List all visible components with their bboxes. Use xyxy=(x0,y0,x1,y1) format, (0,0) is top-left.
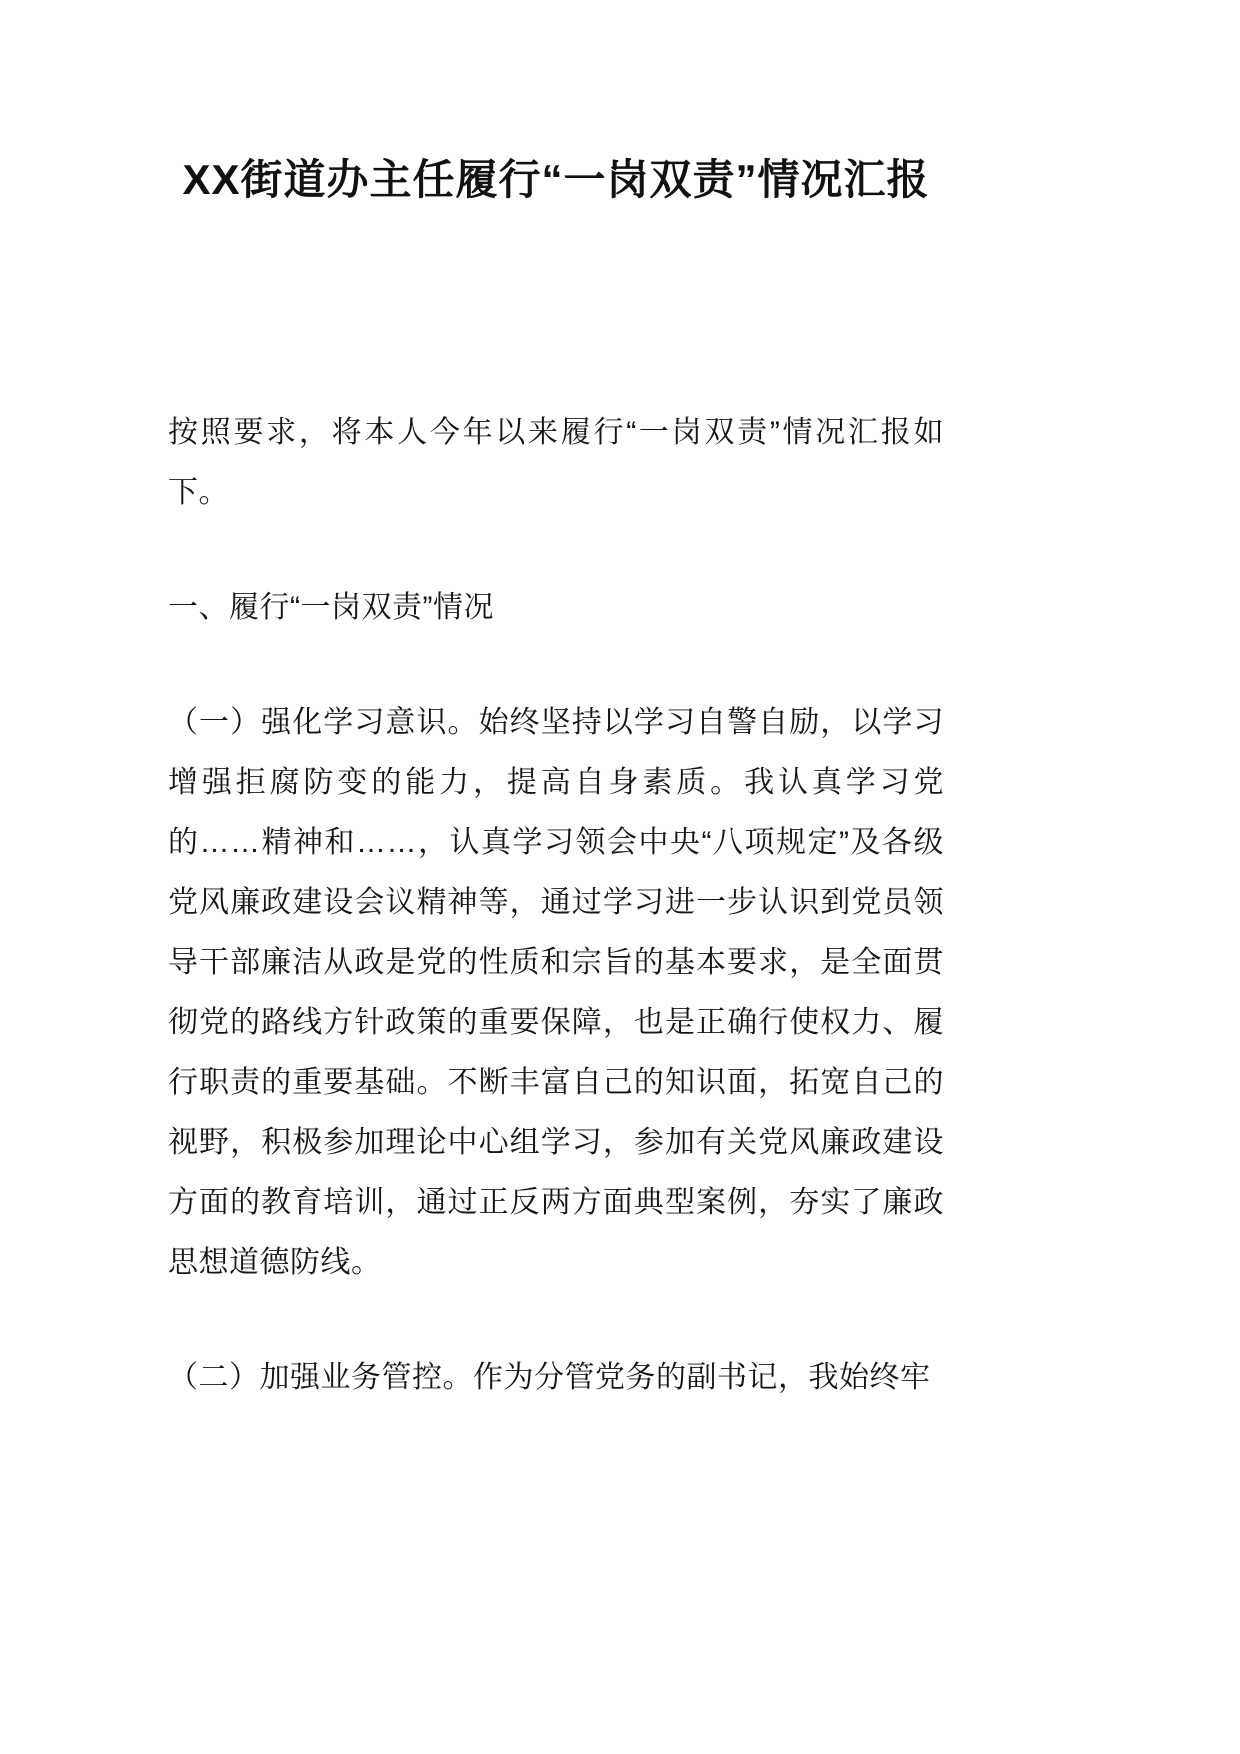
document-content xyxy=(168,0,944,1408)
section-heading-1: 一、履行“一岗双责”情况 xyxy=(168,591,494,624)
paragraph-point-2: （二）加强业务管控。作为分管党务的副书记，我始终牢 xyxy=(168,1361,931,1394)
document-title: XX街道办主任履行“一岗双责”情况汇报 xyxy=(182,156,930,203)
paragraph-point-1: （一）强化学习意识。始终坚持以学习自警自励，以学习增强拒腐防变的能力，提高自身素质。我认真学习党的……精神和……，认真学习领会中央“八项规定”及各级党风廉政建设会议精神等，通过学习进一步认识到党员领导干部廉洁从政是党的性质和宗旨的基本要求，是全面贯彻党的路线方针政策的重要保障，也是正确行使权力、履行职责的重要基础。不断丰富自己的知识面，拓宽自己的视野，积极参加理论中心组学习，参加有关党风廉政建设方面的教育培训，通过正反两方面典型案例，夯实了廉政思想道德防线。 xyxy=(168,706,944,1279)
paragraph-intro: 按照要求，将本人今年以来履行“一岗双责”情况汇报如下。 xyxy=(168,416,944,509)
